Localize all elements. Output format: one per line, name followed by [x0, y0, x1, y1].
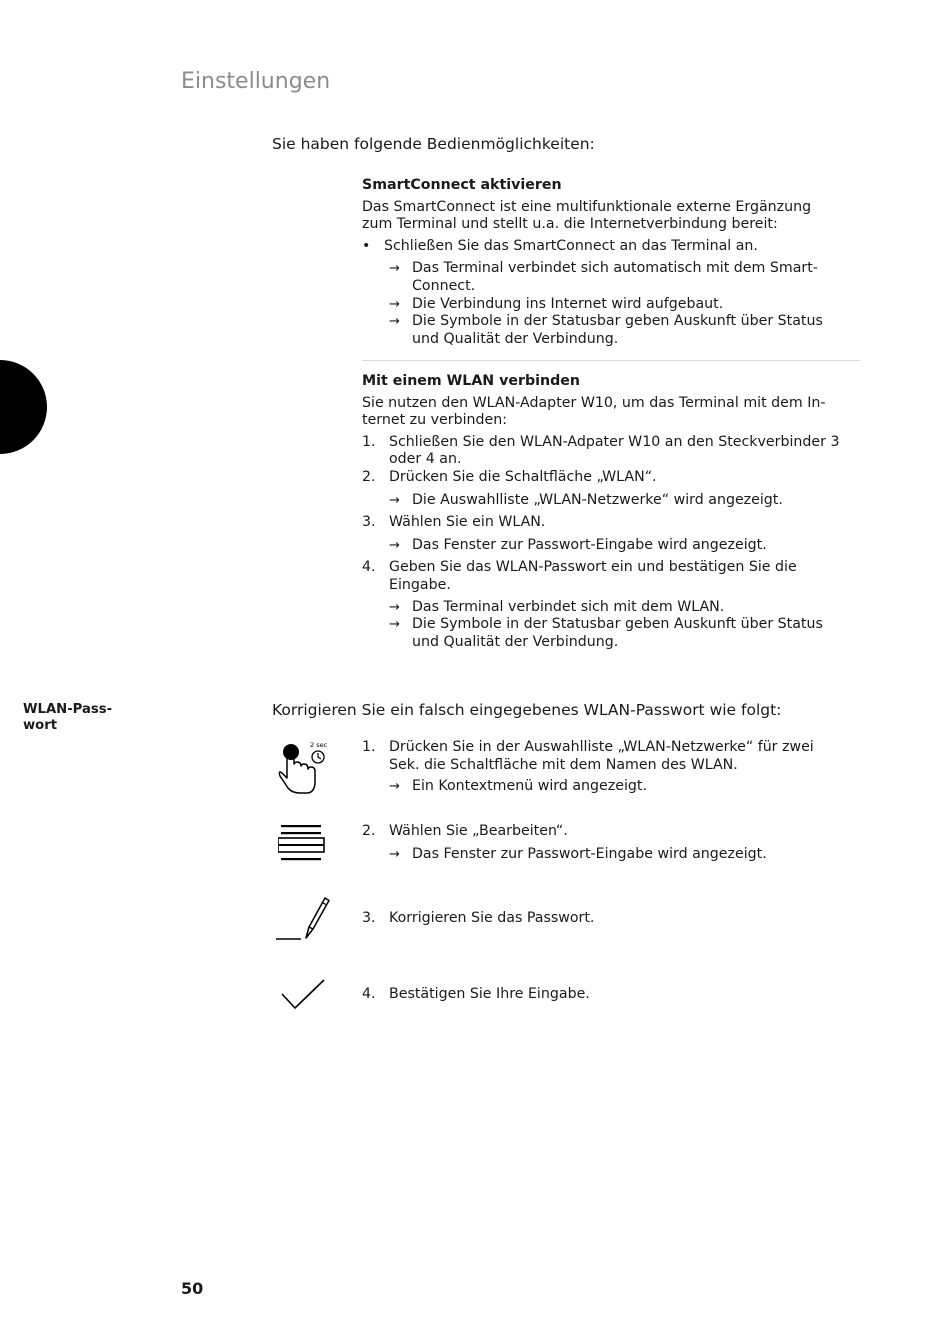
description-line: Das SmartConnect ist eine multifunktionale externe Ergänzung — [362, 198, 812, 215]
step-item — [362, 514, 862, 532]
smartconnect-heading: SmartConnect aktivieren — [362, 177, 562, 193]
step-number: 3. — [362, 514, 376, 531]
wlan-section — [362, 373, 862, 651]
step-text: Wählen Sie „Bearbeiten“. — [389, 823, 568, 839]
step-text: Bestätigen Sie Ihre Eingabe. — [389, 986, 590, 1002]
step-number: 2. — [362, 823, 376, 839]
context-menu-icon — [278, 822, 326, 864]
result-text: Das Terminal verbindet sich mit dem WLAN. — [412, 598, 725, 615]
side-label-line: wort — [23, 717, 58, 733]
bullet-item — [362, 238, 862, 256]
result-item — [362, 778, 862, 796]
result-text: und Qualität der Verbindung. — [412, 330, 619, 347]
arrow-right-icon: → — [389, 846, 400, 862]
smartconnect-section — [362, 177, 862, 348]
step-text: Wählen Sie ein WLAN. — [389, 514, 546, 531]
result-item — [362, 537, 862, 555]
long-press-icon — [274, 738, 334, 796]
password-step-3 — [362, 910, 862, 928]
step-item — [362, 559, 862, 594]
smartconnect-description — [362, 199, 862, 234]
password-step-1 — [362, 739, 862, 796]
step-number: 2. — [362, 468, 376, 485]
wlan-description — [362, 395, 862, 430]
step-text: Schließen Sie den WLAN-Adpater W10 an den Steckverbinder 3 — [389, 433, 840, 450]
step-item — [362, 910, 862, 928]
press-duration-label: 2 sec — [310, 741, 328, 749]
result-text: Das Fenster zur Passwort-Eingabe wird angezeigt. — [412, 845, 767, 862]
result-item — [362, 846, 862, 864]
bullet-icon: • — [362, 237, 371, 254]
description-line: zum Terminal und stellt u.a. die Internetverbindung bereit: — [362, 216, 778, 233]
step-text: Sek. die Schaltfläche mit dem Namen des WLAN. — [389, 756, 738, 773]
result-text: Ein Kontextmenü wird angezeigt. — [412, 778, 647, 795]
step-item — [362, 739, 862, 774]
result-text: und Qualität der Verbindung. — [412, 633, 619, 650]
password-step-4 — [362, 986, 862, 1004]
arrow-right-icon: → — [389, 779, 400, 795]
arrow-right-icon: → — [389, 261, 400, 277]
wlan-heading: Mit einem WLAN verbinden — [362, 373, 580, 389]
result-text: Die Verbindung ins Internet wird aufgebaut. — [412, 295, 724, 312]
result-item — [362, 616, 862, 651]
arrow-right-icon: → — [389, 492, 400, 508]
result-text: Das Terminal verbindet sich automatisch mit dem Smart- — [412, 260, 818, 277]
step-text: Korrigieren Sie das Passwort. — [389, 910, 595, 926]
checkmark-icon — [280, 978, 326, 1012]
side-label-line: WLAN-Pass- — [23, 702, 113, 717]
arrow-right-icon: → — [389, 617, 400, 633]
description-line: ternet zu verbinden: — [362, 412, 508, 429]
arrow-right-icon: → — [389, 537, 400, 553]
step-item — [362, 469, 862, 487]
password-intro: Korrigieren Sie ein falsch eingegebenes WLAN-Passwort wie folgt: — [272, 701, 782, 719]
step-number: 1. — [362, 433, 376, 450]
step-item — [362, 434, 862, 469]
intro-text: Sie haben folgende Bedienmöglichkeiten: — [272, 135, 595, 153]
step-number: 4. — [362, 559, 376, 576]
step-text: Drücken Sie in der Auswahlliste „WLAN-Netzwerke“ für zwei — [389, 739, 814, 755]
result-item — [362, 492, 862, 510]
step-number: 1. — [362, 739, 376, 755]
description-line: Sie nutzen den WLAN-Adapter W10, um das Terminal mit dem In- — [362, 394, 826, 411]
result-text: Die Symbole in der Statusbar geben Auskunft über Status — [412, 616, 823, 633]
step-number: 4. — [362, 986, 376, 1002]
result-item — [362, 313, 862, 348]
password-step-2 — [362, 823, 862, 863]
pencil-icon — [274, 894, 332, 942]
step-text: Drücken Sie die Schaltfläche „WLAN“. — [389, 468, 657, 485]
arrow-right-icon: → — [389, 296, 400, 312]
result-text: Das Fenster zur Passwort-Eingabe wird angezeigt. — [412, 536, 767, 553]
step-text: Eingabe. — [389, 576, 451, 593]
bullet-text: Schließen Sie das SmartConnect an das Terminal an. — [384, 237, 758, 254]
result-text: Die Auswahlliste „WLAN-Netzwerke“ wird angezeigt. — [412, 491, 783, 508]
side-label — [23, 702, 133, 733]
section-divider — [362, 360, 860, 361]
chapter-thumb-tab — [0, 360, 47, 454]
arrow-right-icon: → — [389, 314, 400, 330]
result-item — [362, 599, 862, 617]
result-text: Die Symbole in der Statusbar geben Auskunft über Status — [412, 313, 823, 330]
step-item — [362, 823, 862, 841]
step-number: 3. — [362, 910, 376, 926]
result-item — [362, 260, 862, 295]
step-text: oder 4 an. — [389, 451, 462, 468]
step-text: Geben Sie das WLAN-Passwort ein und bestätigen Sie die — [389, 559, 797, 576]
result-text: Connect. — [412, 277, 476, 294]
step-item — [362, 986, 862, 1004]
page-header-title: Einstellungen — [181, 69, 331, 94]
result-item — [362, 296, 862, 314]
page-number: 50 — [181, 1279, 204, 1298]
arrow-right-icon: → — [389, 599, 400, 615]
